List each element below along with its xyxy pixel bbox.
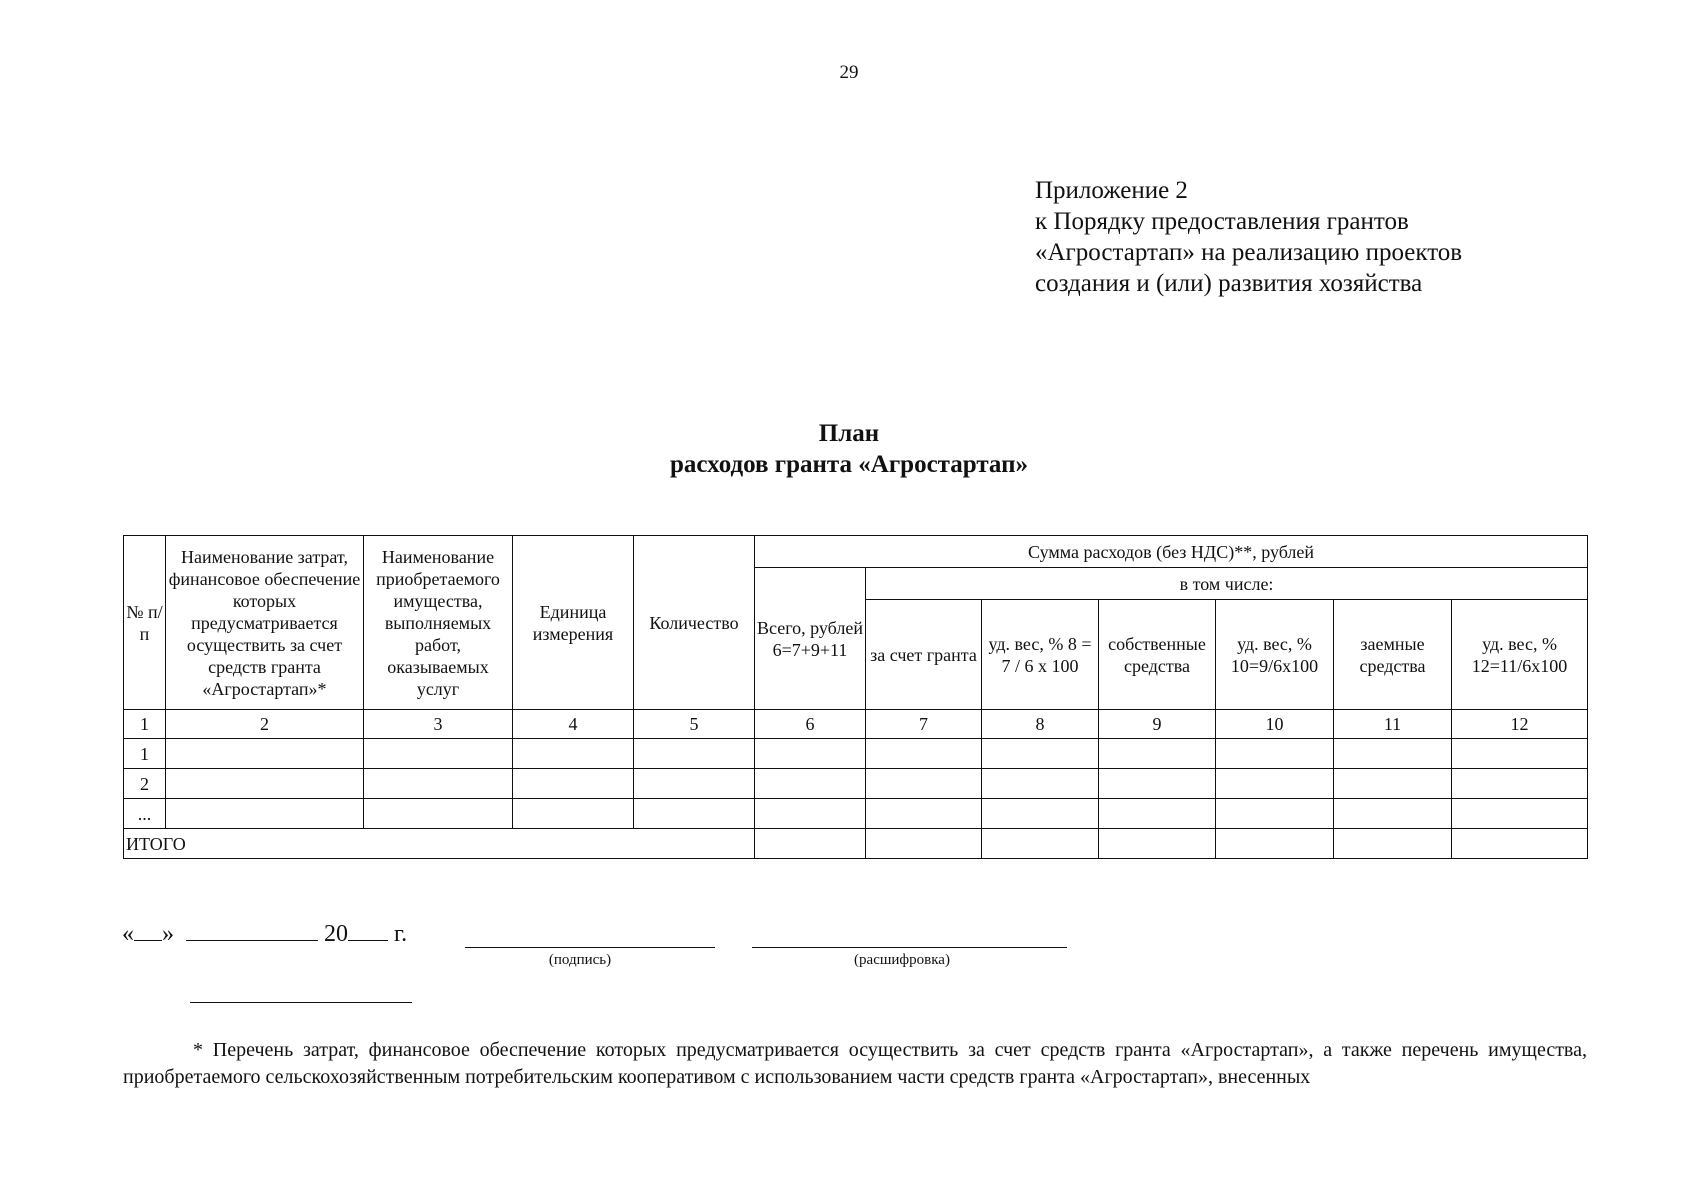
table-cell: [1216, 829, 1334, 859]
table-cell: [866, 799, 982, 829]
header-unit: Единица измерения: [513, 536, 634, 710]
table-cell: [364, 769, 513, 799]
table-cell: [1099, 829, 1216, 859]
date-open-quote: «: [122, 921, 134, 947]
header-quantity: Количество: [634, 536, 755, 710]
column-number: 6: [755, 710, 866, 739]
row-number: 2: [124, 769, 166, 799]
column-number: 10: [1216, 710, 1334, 739]
date-close-quote: »: [162, 921, 174, 947]
table-cell: [866, 829, 982, 859]
table-cell: [755, 799, 866, 829]
table-cell: [1099, 769, 1216, 799]
total-row: [124, 829, 1588, 859]
appendix-line: создания и (или) развития хозяйства: [1035, 270, 1423, 297]
title-line-2: расходов гранта «Агростартап»: [670, 451, 1028, 478]
column-number: 12: [1452, 710, 1588, 739]
title-line-1: План: [818, 420, 880, 447]
column-number-row: [124, 710, 1588, 739]
table-cell: [513, 739, 634, 769]
table-cell: [634, 739, 755, 769]
column-number: 11: [1334, 710, 1452, 739]
table-cell: [1334, 769, 1452, 799]
year-prefix: 20: [324, 921, 348, 947]
column-number: 7: [866, 710, 982, 739]
table-cell: [982, 739, 1099, 769]
table-cell: [1452, 739, 1588, 769]
table-cell: [1334, 739, 1452, 769]
table-cell: [364, 799, 513, 829]
table-cell: [513, 769, 634, 799]
table-cell: [166, 799, 364, 829]
header-num: № п/п: [124, 536, 166, 710]
table-cell: [1334, 829, 1452, 859]
table-cell: [1099, 739, 1216, 769]
table-cell: [634, 769, 755, 799]
header-share-loan: уд. вес, % 12=11/6х100: [1452, 600, 1588, 710]
row-number: 1: [124, 739, 166, 769]
footnote-text: * Перечень затрат, финансовое обеспечение которых предусматривается осуществить за счет средств гранта «Агростартап», а также перечень имущества, приобретаемого сельскохозяйственным потребительским кооперативом с использованием части средств гранта «Агростартап», внесенных: [123, 1039, 1587, 1088]
column-number: 3: [364, 710, 513, 739]
signature-caption: (подпись): [548, 952, 612, 968]
table-cell: [982, 829, 1099, 859]
table-cell: [1216, 769, 1334, 799]
header-including: в том числе:: [866, 568, 1588, 600]
year-suffix: г.: [394, 921, 408, 947]
month-blank: [186, 918, 318, 941]
header-share-grant: уд. вес, % 8 = 7 / 6 х 100: [982, 600, 1099, 710]
table-cell: [1216, 799, 1334, 829]
total-label: ИТОГО: [124, 829, 755, 859]
header-grant: за счет гранта: [866, 600, 982, 710]
column-number: 1: [124, 710, 166, 739]
table-cell: [982, 799, 1099, 829]
table-cell: [755, 769, 866, 799]
table-cell: [513, 799, 634, 829]
day-blank: [134, 918, 162, 941]
header-own-funds: собственные средства: [1099, 600, 1216, 710]
decode-line: [752, 917, 1067, 948]
header-share-own: уд. вес, % 10=9/6х100: [1216, 600, 1334, 710]
table-cell: [1452, 829, 1588, 859]
table-cell: [755, 829, 866, 859]
header-cost-name: Наименование затрат, финансовое обеспечение которых предусматривается осуществить за счет средств гранта «Агростартап»*: [166, 536, 364, 710]
table-cell: [1334, 799, 1452, 829]
page-number: 29: [839, 62, 859, 83]
footnote-divider: [190, 1002, 412, 1003]
table-cell: [634, 799, 755, 829]
appendix-line: к Порядку предоставления грантов: [1035, 208, 1409, 235]
row-number: ...: [124, 799, 166, 829]
column-number: 2: [166, 710, 364, 739]
table-cell: [166, 769, 364, 799]
appendix-header: [1035, 175, 1462, 299]
table-row: [124, 799, 1588, 829]
header-total: Всего, рублей 6=7+9+11: [755, 568, 866, 710]
appendix-line: «Агростартап» на реализацию проектов: [1035, 239, 1463, 266]
date-line: [122, 918, 407, 948]
table-cell: [1452, 799, 1588, 829]
column-number: 8: [982, 710, 1099, 739]
expense-plan-table: [123, 535, 1588, 859]
column-number: 4: [513, 710, 634, 739]
table-cell: [1452, 769, 1588, 799]
header-property-name: Наименование приобретаемого имущества, выполняемых работ, оказываемых услуг: [364, 536, 513, 710]
table-cell: [166, 739, 364, 769]
table-cell: [866, 739, 982, 769]
document-title: [0, 418, 1698, 480]
header-sum-group: Сумма расходов (без НДС)**, рублей: [755, 536, 1588, 568]
table-cell: [982, 769, 1099, 799]
signature-line: [465, 917, 715, 948]
column-number: 9: [1099, 710, 1216, 739]
column-number: 5: [634, 710, 755, 739]
table-row: [124, 739, 1588, 769]
table-cell: [866, 769, 982, 799]
appendix-line: Приложение 2: [1035, 177, 1188, 204]
table-cell: [755, 739, 866, 769]
decode-caption: (расшифровка): [854, 952, 950, 968]
table-cell: [1216, 739, 1334, 769]
header-loan-funds: заемные средства: [1334, 600, 1452, 710]
table-cell: [1099, 799, 1216, 829]
table-cell: [364, 739, 513, 769]
table-row: [124, 769, 1588, 799]
year-blank: [348, 918, 388, 941]
